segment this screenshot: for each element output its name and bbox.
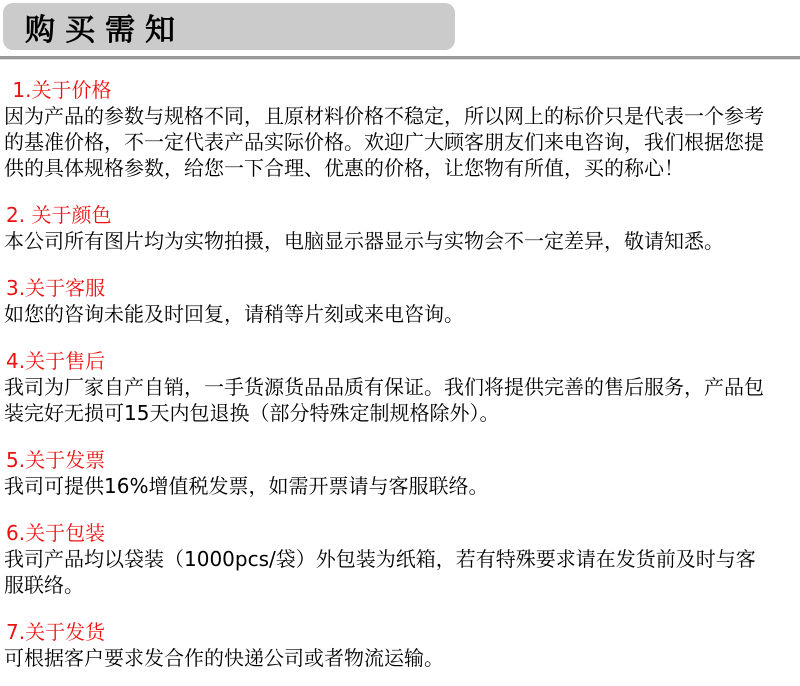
- section-color: [0, 203, 800, 254]
- section-packaging: [0, 521, 800, 598]
- section-body-line: 的基准价格，不一定代表产品实际价格。欢迎广大顾客朋友们来电咨询，我们根据您提: [4, 130, 764, 154]
- section-body-line: 本公司所有图片均为实物拍摄，电脑显示器显示与实物会不一定差异，敬请知悉。: [4, 229, 724, 253]
- section-heading: 3.关于客服: [6, 276, 106, 300]
- section-body-line: 我司产品均以袋装（1000pcs/袋）外包装为纸箱，若有特殊要求请在发货前及时与客: [4, 547, 756, 571]
- section-body-line: 供的具体规格参数，给您一下合理、优惠的价格，让您物有所值，买的称心！: [4, 156, 684, 180]
- section-heading: 2. 关于颜色: [6, 203, 112, 227]
- section-body-line: 装完好无损可15天内包退换（部分特殊定制规格除外）。: [4, 401, 500, 425]
- section-heading: 7.关于发货: [6, 620, 106, 644]
- sections-container: [0, 60, 800, 686]
- section-heading: 1.关于价格: [6, 78, 112, 102]
- section-body-line: 因为产品的参数与规格不同，且原材料价格不稳定，所以网上的标价只是代表一个参考: [4, 104, 764, 128]
- section-shipping: [0, 620, 800, 671]
- section-customer-service: [0, 276, 800, 327]
- section-invoice: [0, 448, 800, 499]
- section-price: [0, 78, 800, 181]
- page-title: 购买需知: [25, 12, 185, 48]
- section-body-line: 服联络。: [4, 573, 84, 597]
- section-body-line: 可根据客户要求发合作的快递公司或者物流运输。: [4, 646, 444, 670]
- section-heading: 6.关于包装: [6, 521, 106, 545]
- section-body-line: 我司为厂家自产自销，一手货源货品品质有保证。我们将提供完善的售后服务，产品包: [4, 375, 764, 399]
- section-heading: 4.关于售后: [6, 349, 106, 373]
- header-bar: [3, 3, 455, 50]
- section-after-sales: [0, 349, 800, 426]
- section-body-line: 如您的咨询未能及时回复，请稍等片刻或来电咨询。: [4, 302, 464, 326]
- section-heading: 5.关于发票: [6, 448, 106, 472]
- section-body-line: 我司可提供16%增值税发票，如需开票请与客服联络。: [4, 474, 489, 498]
